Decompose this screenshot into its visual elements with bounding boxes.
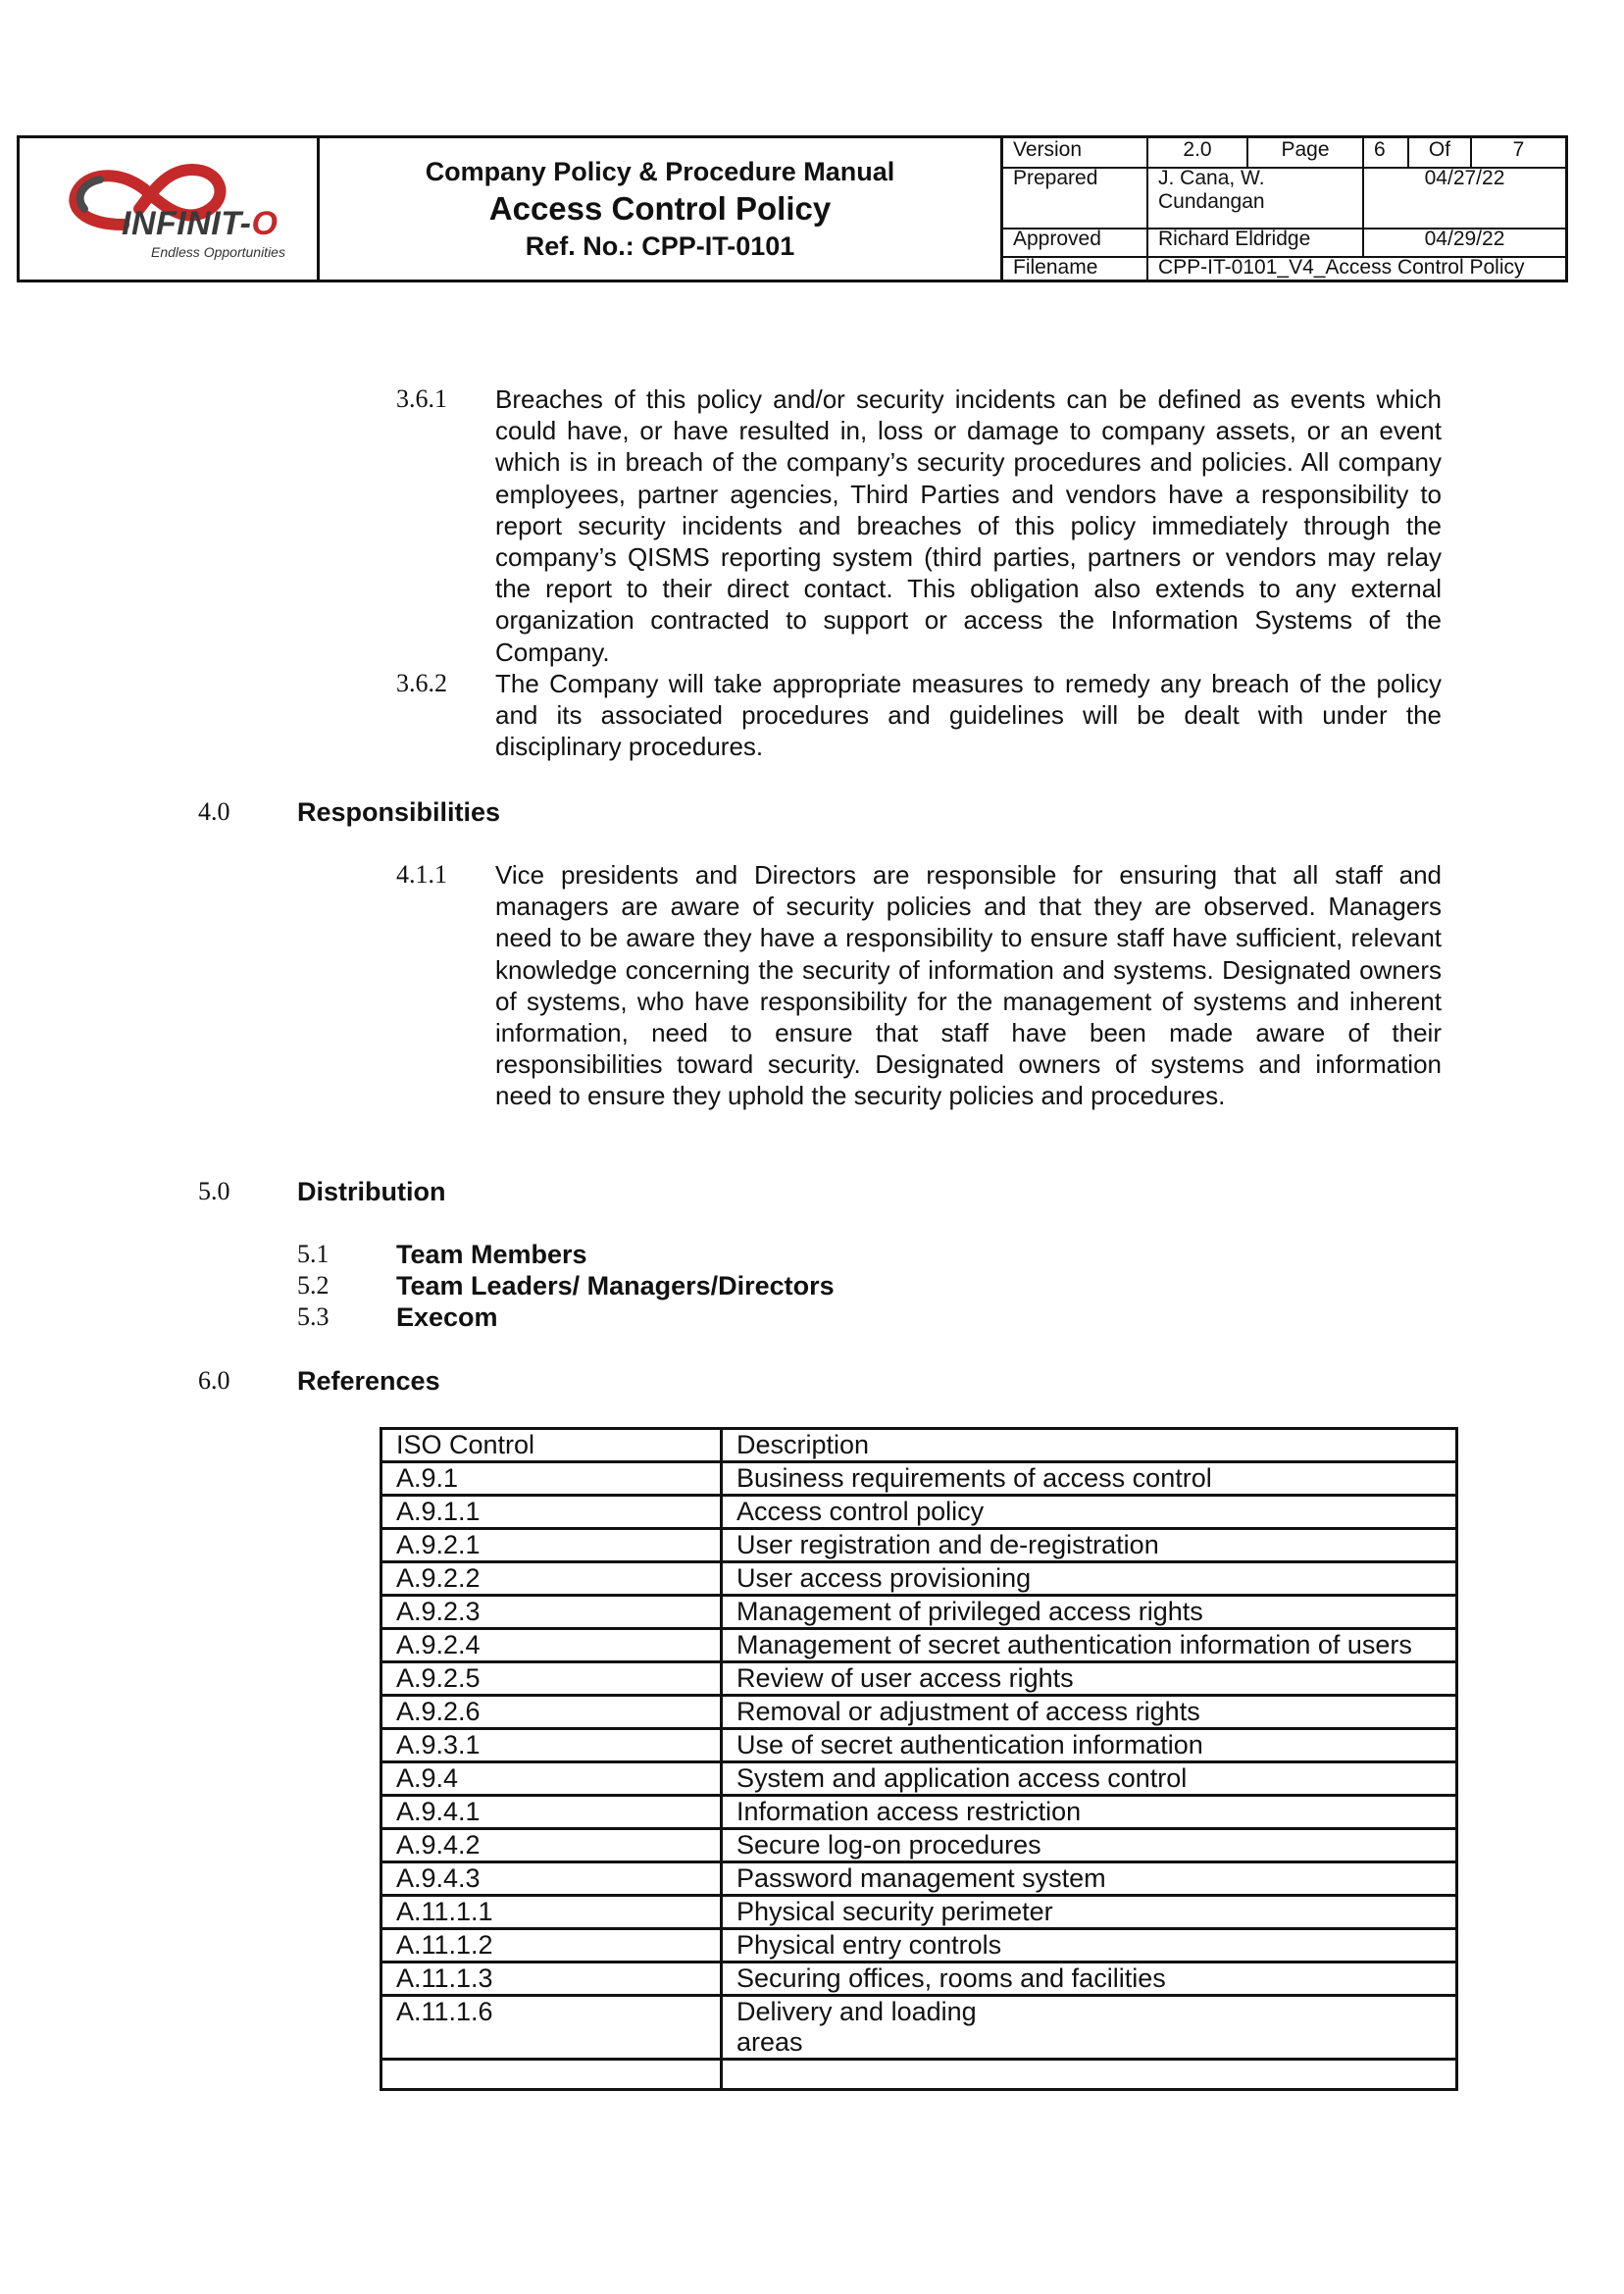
table-row xyxy=(381,1796,1457,1829)
table-row xyxy=(381,1662,1457,1696)
table-row xyxy=(381,1529,1457,1562)
table-row xyxy=(381,2060,1457,2090)
distribution-number: 5.2 xyxy=(297,1271,330,1300)
description-cell: Delivery and loading areas xyxy=(722,1996,1457,2060)
iso-control-cell: A.9.3.1 xyxy=(381,1729,722,1762)
table-row xyxy=(381,1996,1457,2060)
iso-control-cell: A.9.4.3 xyxy=(381,1862,722,1896)
prepared-date: 04/27/22 xyxy=(1424,167,1505,189)
iso-control-cell: A.11.1.6 xyxy=(381,1996,722,2060)
filename-label: Filename xyxy=(1003,256,1148,282)
distribution-item: Team Leaders/ Managers/Directors xyxy=(396,1271,835,1300)
iso-control-cell: A.9.1.1 xyxy=(381,1496,722,1529)
prepared-by: J. Cana, W. Cundangan xyxy=(1148,167,1364,228)
iso-control-cell: A.11.1.1 xyxy=(381,1896,722,1929)
iso-control-cell: A.9.2.1 xyxy=(381,1529,722,1562)
iso-control-cell xyxy=(381,2060,722,2090)
section-number: 4.0 xyxy=(198,797,230,826)
iso-control-cell: A.9.2.2 xyxy=(381,1562,722,1596)
description-cell xyxy=(722,2060,1457,2090)
table-row xyxy=(381,1762,1457,1796)
description-cell: Access control policy xyxy=(722,1496,1457,1529)
section-heading-references: References xyxy=(297,1366,440,1396)
section-number: 3.6.1 xyxy=(396,384,447,413)
iso-control-cell: A.9.2.6 xyxy=(381,1696,722,1729)
table-row xyxy=(381,1462,1457,1496)
table-row xyxy=(381,1896,1457,1929)
table-row xyxy=(381,1596,1457,1629)
description-cell: User access provisioning xyxy=(722,1562,1457,1596)
distribution-item: Team Members xyxy=(396,1240,587,1269)
manual-title: Company Policy & Procedure Manual xyxy=(425,157,895,186)
table-row xyxy=(381,1829,1457,1862)
approved-by: Richard Eldridge xyxy=(1148,228,1364,256)
description-cell: Management of secret authentication information of users xyxy=(722,1629,1457,1662)
filename-value: CPP-IT-0101_V4_Access Control Policy xyxy=(1158,256,1525,279)
description-cell: Physical security perimeter xyxy=(722,1896,1457,1929)
table-row xyxy=(381,1629,1457,1662)
iso-control-cell: A.9.4.1 xyxy=(381,1796,722,1829)
references-table xyxy=(380,1427,1458,2091)
header-title-block xyxy=(320,138,1003,280)
approved-date: 04/29/22 xyxy=(1424,228,1505,250)
table-row xyxy=(381,1729,1457,1762)
table-row xyxy=(381,1496,1457,1529)
iso-control-cell: A.11.1.2 xyxy=(381,1929,722,1963)
table-row xyxy=(381,1862,1457,1896)
version-value: 2.0 xyxy=(1148,138,1248,167)
distribution-item: Execom xyxy=(396,1302,498,1332)
total-pages: 7 xyxy=(1512,138,1525,161)
section-number: 4.1.1 xyxy=(396,860,447,889)
description-cell: Information access restriction xyxy=(722,1796,1457,1829)
description-cell: Password management system xyxy=(722,1862,1457,1896)
section-paragraph-breaches: Breaches of this policy and/or security incidents can be defined as events which could have, or have resulted in, loss or damage to company assets, or an event which is in breach of the company’s security procedures and policies. All company employees, partner agencies, Third Parties and vendors have a responsibility to report security incidents and breaches of this policy immediately through the company’s QISMS reporting system (third parties, partners or vendors may relay the report to their direct contact. This obligation also extends to any external organization contracted to support or access the Information Systems of the Company. xyxy=(495,384,1442,667)
section-heading-responsibilities: Responsibilities xyxy=(297,797,501,827)
section-number: 5.0 xyxy=(198,1177,230,1205)
logo-wordmark: INFINIT-O xyxy=(122,205,279,242)
approved-label: Approved xyxy=(1003,228,1148,256)
policy-title: Access Control Policy xyxy=(488,190,832,227)
table-row xyxy=(381,1929,1457,1963)
iso-control-cell: A.9.2.3 xyxy=(381,1596,722,1629)
of-label: Of xyxy=(1409,138,1472,167)
page-label: Page xyxy=(1248,138,1364,167)
distribution-number: 5.3 xyxy=(297,1302,330,1331)
document-control-table xyxy=(1003,138,1565,280)
company-logo xyxy=(20,138,320,280)
table-row xyxy=(381,1963,1457,1996)
table-header-row xyxy=(381,1429,1457,1462)
iso-control-cell: A.9.1 xyxy=(381,1462,722,1496)
section-paragraph-remedy: The Company will take appropriate measures to remedy any breach of the policy and its associated procedures and guidelines will be dealt with under the disciplinary procedures. xyxy=(495,669,1442,762)
description-cell: Securing offices, rooms and facilities xyxy=(722,1963,1457,1996)
description-cell: Secure log-on procedures xyxy=(722,1829,1457,1862)
section-number: 6.0 xyxy=(198,1366,230,1395)
description-cell: Management of privileged access rights xyxy=(722,1596,1457,1629)
section-heading-distribution: Distribution xyxy=(297,1177,446,1206)
page-value: 6 xyxy=(1364,138,1409,167)
document-header xyxy=(17,135,1568,282)
section-number: 3.6.2 xyxy=(396,669,447,697)
iso-control-cell: A.11.1.3 xyxy=(381,1963,722,1996)
column-header-description: Description xyxy=(722,1429,1457,1462)
logo-tagline: Endless Opportunities xyxy=(151,244,285,260)
iso-control-cell: A.9.2.5 xyxy=(381,1662,722,1696)
distribution-number: 5.1 xyxy=(297,1240,330,1268)
column-header-iso-control: ISO Control xyxy=(381,1429,722,1462)
prepared-label: Prepared xyxy=(1003,167,1148,228)
description-cell: System and application access control xyxy=(722,1762,1457,1796)
table-row xyxy=(381,1696,1457,1729)
description-cell: Use of secret authentication information xyxy=(722,1729,1457,1762)
iso-control-cell: A.9.4 xyxy=(381,1762,722,1796)
section-paragraph-responsibilities: Vice presidents and Directors are responsible for ensuring that all staff and managers are aware of security policies and that they are observed. Managers need to be aware they have a responsibility to ensure staff have sufficient, relevant knowledge concerning the security of information and systems. Designated owners of systems, who have responsibility for the management of systems and inherent information, need to ensure that staff have been made aware of their responsibilities toward security. Designated owners of systems and information need to ensure they uphold the security policies and procedures. xyxy=(495,860,1442,1111)
iso-control-cell: A.9.2.4 xyxy=(381,1629,722,1662)
description-cell: User registration and de-registration xyxy=(722,1529,1457,1562)
description-cell: Removal or adjustment of access rights xyxy=(722,1696,1457,1729)
reference-number: Ref. No.: CPP-IT-0101 xyxy=(525,231,795,261)
description-cell: Business requirements of access control xyxy=(722,1462,1457,1496)
description-cell: Physical entry controls xyxy=(722,1929,1457,1963)
iso-control-cell: A.9.4.2 xyxy=(381,1829,722,1862)
description-cell: Review of user access rights xyxy=(722,1662,1457,1696)
version-label: Version xyxy=(1003,138,1148,167)
table-row xyxy=(381,1562,1457,1596)
